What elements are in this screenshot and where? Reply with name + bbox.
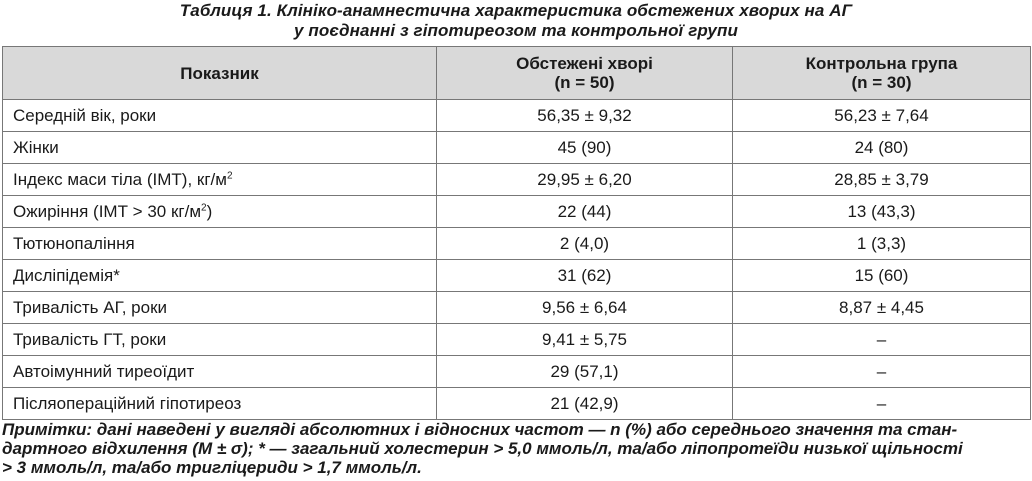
row-patients-value: 2 (4,0): [437, 228, 733, 260]
notes-line-3: > 3 ммоль/л, та/або тригліцериди > 1,7 ммоль/л.: [2, 458, 422, 477]
row-label: Середній вік, роки: [3, 100, 437, 132]
row-patients-value: 45 (90): [437, 132, 733, 164]
row-patients-value: 9,41 ± 5,75: [437, 324, 733, 356]
notes-line-1: Примітки: дані наведені у вигляді абсолютних і відносних частот — n (%) або середнього значення та стан-: [2, 420, 958, 439]
row-label: Індекс маси тіла (ІМТ), $кг/м^2$: [3, 164, 437, 196]
caption-line-2: у поєднанні з гіпотиреозом та контрольної групи: [294, 21, 738, 40]
header-control-title: Контрольна група: [805, 54, 958, 73]
row-label: Післяопераційний гіпотиреоз: [3, 388, 437, 420]
row-control-value: 13 (43,3): [733, 196, 1031, 228]
row-label: Автоімунний тиреоїдит: [3, 356, 437, 388]
row-patients-value: 29 (57,1): [437, 356, 733, 388]
superscript: 2: [201, 201, 207, 213]
row-patients-value: 22 (44): [437, 196, 733, 228]
row-patients-value: 31 (62): [437, 260, 733, 292]
row-label: Жінки: [3, 132, 437, 164]
table-row: [3, 100, 1031, 132]
table-row: [3, 196, 1031, 228]
row-label: Тривалість АГ, роки: [3, 292, 437, 324]
row-control-value: 15 (60): [733, 260, 1031, 292]
row-control-value: –: [733, 356, 1031, 388]
header-control: [733, 47, 1031, 100]
header-patients-n: (n = 50): [554, 73, 615, 92]
row-label: Ожиріння (ІМТ > 30 $кг/м^2$): [3, 196, 437, 228]
header-patients-title: Обстежені хворі: [516, 54, 653, 73]
table-notes: [2, 420, 1030, 477]
row-control-value: 8,87 ± 4,45: [733, 292, 1031, 324]
table-row: [3, 356, 1031, 388]
row-patients-value: 9,56 ± 6,64: [437, 292, 733, 324]
table-row: [3, 228, 1031, 260]
row-control-value: –: [733, 324, 1031, 356]
table-header-row: [3, 47, 1031, 100]
table-row: [3, 324, 1031, 356]
header-patients: [437, 47, 733, 100]
header-control-n: (n = 30): [851, 73, 912, 92]
row-control-value: –: [733, 388, 1031, 420]
characteristics-table: [2, 46, 1031, 420]
caption-line-1: Таблиця 1. Клініко-анамнестична характеристика обстежених хворих на АГ: [179, 1, 853, 20]
row-control-value: 1 (3,3): [733, 228, 1031, 260]
row-label: Тривалість ГТ, роки: [3, 324, 437, 356]
table-row: [3, 164, 1031, 196]
row-patients-value: 29,95 ± 6,20: [437, 164, 733, 196]
table-row: [3, 260, 1031, 292]
header-indicator: Показник: [3, 47, 437, 100]
row-label: Дисліпідемія*: [3, 260, 437, 292]
superscript: 2: [226, 169, 233, 181]
table-caption: [0, 0, 1032, 41]
row-control-value: 56,23 ± 7,64: [733, 100, 1031, 132]
row-control-value: 28,85 ± 3,79: [733, 164, 1031, 196]
table-row: [3, 292, 1031, 324]
row-patients-value: 56,35 ± 9,32: [437, 100, 733, 132]
row-label: Тютюнопаління: [3, 228, 437, 260]
table-row: [3, 388, 1031, 420]
row-patients-value: 21 (42,9): [437, 388, 733, 420]
table-row: [3, 132, 1031, 164]
row-control-value: 24 (80): [733, 132, 1031, 164]
notes-line-2: дартного відхилення (M ± σ); * — загальний холестерин > 5,0 ммоль/л, та/або ліпопротеїди низької щільності: [2, 439, 963, 458]
